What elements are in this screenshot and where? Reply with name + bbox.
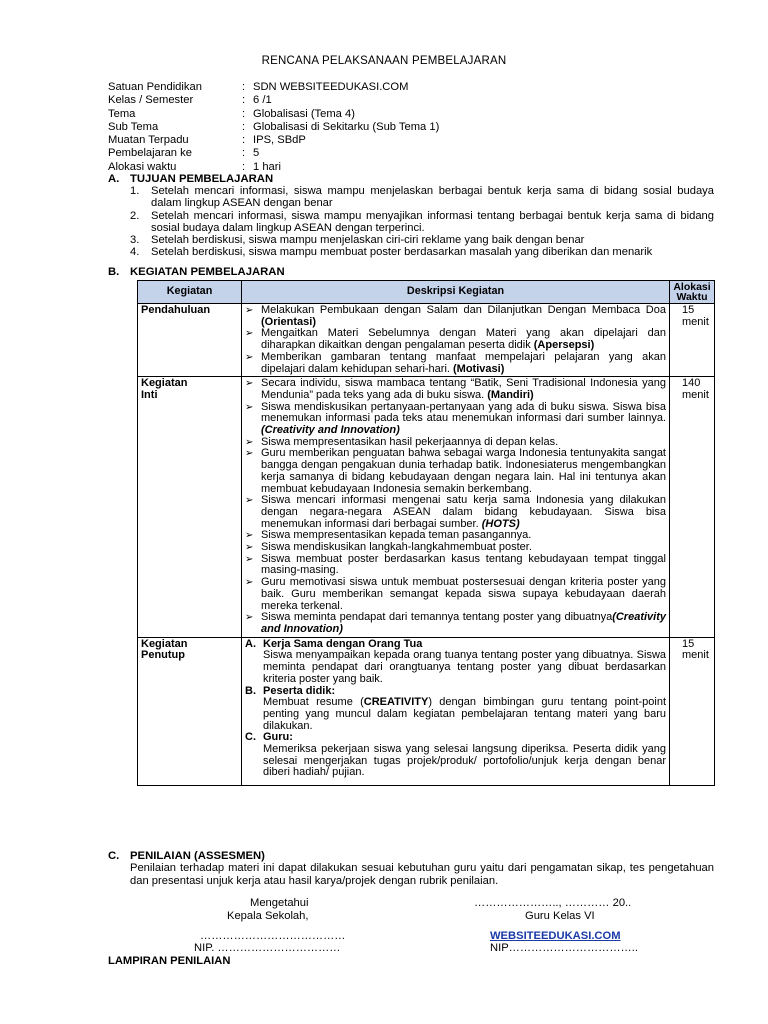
item-text: Siswa menyampaikan kepada orang tuanya tentang poster yang dibuatnya. Siswa meminta pendapat dari orangtuanya tentang poster yang dibuat berdasarkan kriteria poster yang baik.	[263, 649, 666, 685]
identity-row	[108, 94, 439, 107]
bullet-emphasis: (Orientasi)	[261, 315, 317, 328]
identity-label: Pembelajaran ke	[108, 147, 192, 160]
section-title: KEGIATAN PEMBELAJARAN	[130, 266, 285, 278]
identity-label: Satuan Pendidikan	[108, 81, 202, 93]
item-title: Peserta didik:	[263, 684, 336, 697]
bullet-text: Siswa mendiskusikan pertanyaan-pertanyaan yang ada di buku siswa. Siswa bisa menemukan informasi pada teks atau menemukan informasi dari sumber lainnya.	[261, 400, 666, 425]
arrow-bullet-icon: ➢	[245, 448, 254, 460]
appendix-heading: LAMPIRAN PENILAIAN	[108, 955, 231, 967]
arrow-bullet-icon: ➢	[245, 542, 254, 554]
identity-row	[108, 81, 439, 94]
item-title: Guru:	[263, 731, 293, 744]
bullet-text: Memberikan gambaran tentang manfaat mempelajari pelajaran yang akan dipelajari dalam kehidupan sehari-hari.	[261, 350, 666, 375]
arrow-bullet-icon: ➢	[245, 436, 254, 448]
identity-value: Globalisasi (Tema 4)	[253, 107, 355, 120]
arrow-bullet-icon: ➢	[245, 530, 254, 542]
sign-left-nip: NIP. ……………………………	[194, 942, 341, 954]
identity-block	[108, 81, 439, 174]
bullet-item	[245, 352, 666, 375]
arrow-bullet-icon: ➢	[245, 401, 254, 413]
section-letter: C.	[108, 850, 120, 862]
item-number: 3.	[130, 234, 140, 247]
activity-description	[242, 377, 670, 637]
item-text: Setelah berdiskusi, siswa mampu membuat poster berdasarkan masalah yang diberikan dan menarik	[151, 246, 653, 259]
identity-value: SDN WEBSITEEDUKASI.COM	[253, 81, 409, 93]
item-letter: B.	[245, 684, 256, 697]
colon: :	[242, 134, 246, 147]
bullet-item	[245, 554, 666, 577]
identity-label: Alokasi waktu	[108, 160, 177, 173]
item-text: Setelah mencari informasi, siswa mampu menjelaskan berbagai bentuk kerja sama di bidang sosial budaya dalam lingkup ASEAN dengan benar	[151, 185, 714, 210]
colon: :	[242, 160, 246, 173]
bullet-emphasis: (Creativity and Innovation)	[261, 424, 400, 437]
document-title: RENCANA PELAKSANAAN PEMBELAJARAN	[261, 55, 507, 67]
sign-left-name: …………………………………	[200, 930, 346, 942]
sign-right-line1: ………………….., ………… 20..	[474, 897, 632, 909]
arrow-bullet-icon: ➢	[245, 495, 254, 507]
bullet-item	[245, 612, 666, 635]
bullet-item	[245, 542, 666, 554]
assessment-text: Penilaian terhadap materi ini dapat dilakukan sesuai kebutuhan guru yaitu dari pengamatan sikap, tes pengetahuan dan presentasi unjuk kerja atau hasil karya/projek dengan rubrik penilaian.	[130, 862, 714, 887]
table-row	[138, 637, 715, 785]
list-item	[130, 234, 714, 246]
text-part: Membuat resume (	[263, 696, 364, 709]
item-text: Memeriksa pekerjaan siswa yang selesai langsung diperiksa. Peserta didik yang selesai mengerjakan tugas projek/produk/ portofolio/unjuk kerja dengan benar diberi hadiah/ pujian.	[263, 743, 666, 779]
section-title: TUJUAN PEMBELAJARAN	[130, 173, 274, 185]
bullet-item	[245, 378, 666, 401]
identity-label: Tema	[108, 107, 136, 120]
section-a-heading	[108, 173, 273, 185]
sign-right-nip: NIP……………………………..	[490, 942, 638, 954]
list-item	[130, 246, 714, 258]
identity-label: Muatan Terpadu	[108, 134, 189, 147]
item-text: Setelah berdiskusi, siswa mampu menjelaskan ciri-ciri reklame yang baik dengan benar	[151, 234, 585, 247]
sign-right-line2: Guru Kelas VI	[525, 910, 595, 922]
bullet-item	[245, 448, 666, 495]
section-letter: B.	[108, 266, 120, 278]
arrow-bullet-icon: ➢	[245, 577, 254, 589]
colon: :	[242, 120, 246, 133]
identity-label: Kelas / Semester	[108, 94, 194, 107]
bullet-emphasis: (Motivasi)	[453, 362, 505, 375]
item-text	[245, 697, 666, 732]
colon: :	[242, 81, 246, 93]
bullet-text: Siswa mempresentasikan kepada teman pasangannya.	[261, 529, 532, 542]
activity-time: 15 menit	[670, 637, 715, 785]
arrow-bullet-icon: ➢	[245, 351, 254, 363]
bullet-item	[245, 402, 666, 437]
identity-row	[108, 147, 439, 160]
bullet-text: Siswa mempresentasikan hasil pekerjaannya di depan kelas.	[261, 435, 559, 448]
sign-right-name-link[interactable]: WEBSITEEDUKASI.COM	[490, 930, 621, 942]
section-c-heading	[108, 850, 265, 862]
table-row	[138, 377, 715, 637]
bullet-emphasis: (Creativity and Innovation)	[261, 611, 666, 635]
activity-description	[242, 637, 670, 785]
bullet-text: Siswa mencari informasi mengenai satu kerja sama Indonesia yang dilakukan dengan negara-negara ASEAN dalam bidang kebudayaan. Siswa bisa menemukan informasi dari berbagai sumber.	[261, 494, 666, 530]
item-number: 4.	[130, 246, 140, 259]
identity-label: Sub Tema	[108, 120, 159, 133]
colon: :	[242, 147, 246, 160]
bullet-text: Guru memotivasi siswa untuk membuat postersesuai dengan kriteria poster yang baik. Guru memberikan semangat kepada siswa supaya kebudayaan daerah mereka terkenal.	[261, 576, 666, 612]
section-b-heading	[108, 266, 285, 278]
activities-table	[137, 280, 715, 786]
activity-time: 140 menit	[670, 377, 715, 637]
identity-value: 6 /1	[253, 94, 272, 107]
arrow-bullet-icon: ➢	[245, 612, 254, 624]
activity-description	[242, 304, 670, 377]
header-alokasi: Alokasi Waktu	[670, 281, 715, 304]
header-deskripsi: Deskripsi Kegiatan	[242, 281, 670, 304]
sign-left-line1: Mengetahui	[250, 897, 309, 909]
bullet-text: Mengaitkan Materi Sebelumnya dengan Materi yang akan dipelajari dan diharapkan dikaitkan dengan pengalaman peserta didik	[261, 327, 666, 352]
activity-name: Kegiatan Penutup	[138, 637, 242, 785]
colon: :	[242, 107, 246, 120]
sign-left-line2: Kepala Sekolah,	[227, 910, 309, 922]
item-letter: C.	[245, 731, 256, 744]
identity-value: Globalisasi di Sekitarku (Sub Tema 1)	[253, 120, 440, 133]
bullet-text: Guru memberikan penguatan bahwa sebagai warga Indonesia tentunyakita sangat bangga dengan pengakuan dunia terhadap batik. Indonesiaterus mengembangkan kerja samanya di bidang kebudayaan dengan negara lain. Hal ini tentunya akan membuat kebudayaan Indonesia semakin berkembang.	[261, 447, 666, 495]
item-title: Kerja Sama dengan Orang Tua	[263, 637, 423, 650]
header-kegiatan: Kegiatan	[138, 281, 242, 304]
bullet-item	[245, 305, 666, 328]
item-text: Setelah mencari informasi, siswa mampu menyajikan informasi tentang berbagai bentuk kerja sama di bidang sosial budaya dalam lingkup ASEAN dengan terperinci.	[151, 209, 714, 234]
activity-name: Kegiatan Inti	[138, 377, 242, 637]
bullet-text: Siswa membuat poster berdasarkan kasus tentang kebudayaan tempat tinggal masing-masing.	[261, 552, 666, 577]
activity-name: Pendahuluan	[138, 304, 242, 377]
objectives-list	[130, 185, 714, 259]
item-number: 2.	[130, 209, 140, 222]
section-letter: A.	[108, 173, 120, 185]
item-letter: A.	[245, 637, 256, 650]
activity-time: 15 menit	[670, 304, 715, 377]
identity-value: 1 hari	[253, 160, 281, 173]
bullet-text: Siswa meminta pendapat dari temannya tentang poster yang dibuatnya	[261, 611, 613, 624]
colon: :	[242, 94, 246, 107]
identity-value: IPS, SBdP	[253, 134, 306, 147]
bullet-text: Secara individu, siswa mambaca tentang “Batik, Seni Tradisional Indonesia yang Mendunia” pada teks yang ada di buku siswa.	[261, 377, 666, 401]
arrow-bullet-icon: ➢	[245, 378, 254, 390]
bullet-emphasis: (HOTS)	[481, 517, 520, 530]
arrow-bullet-icon: ➢	[245, 305, 254, 316]
identity-row	[108, 108, 439, 121]
bullet-item	[245, 328, 666, 351]
table-header-row	[138, 281, 715, 304]
list-item	[130, 210, 714, 235]
arrow-bullet-icon: ➢	[245, 328, 254, 340]
text-emphasis: CREATIVITY	[363, 696, 429, 709]
table-row	[138, 304, 715, 377]
bullet-item	[245, 577, 666, 612]
list-item	[130, 185, 714, 210]
bullet-item	[245, 495, 666, 530]
item-number: 1.	[130, 185, 140, 197]
arrow-bullet-icon: ➢	[245, 553, 254, 565]
identity-value: 5	[253, 147, 260, 160]
identity-row	[108, 121, 439, 134]
bullet-text: Siswa mendiskusikan langkah-langkahmembuat poster.	[261, 541, 532, 554]
identity-row	[108, 134, 439, 147]
bullet-emphasis: (Apersepsi)	[533, 339, 595, 352]
bullet-emphasis: (Mandiri)	[487, 388, 534, 401]
section-title: PENILAIAN (ASSESMEN)	[130, 850, 265, 862]
text-part: ) dengan bimbingan guru tentang point-point penting yang muncul dalam kegiatan pembelajaran tentang materi yang baru dilakukan.	[263, 696, 667, 732]
bullet-text: Melakukan Pembukaan dengan Salam dan Dilanjutkan Dengan Membaca Doa	[261, 304, 666, 316]
